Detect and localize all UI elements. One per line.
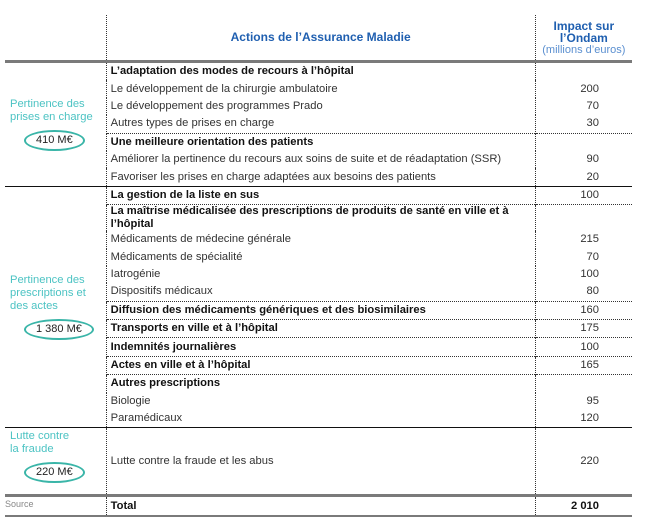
row-action: Une meilleure orientation des patients: [106, 133, 535, 151]
row-value: 120: [535, 410, 632, 428]
header-actions: Actions de l’Assurance Maladie: [106, 15, 535, 62]
row-value: 165: [535, 356, 632, 374]
row-action: Médicaments de médecine générale: [106, 231, 535, 248]
row-action: Iatrogénie: [106, 266, 535, 283]
row-action: Autres prescriptions: [106, 375, 535, 393]
row-value: 100: [535, 338, 632, 356]
row-action: Autres types de prises en charge: [106, 115, 535, 133]
row-value: 160: [535, 301, 632, 319]
row-action: Indemnités journalières: [106, 338, 535, 356]
header-impact-title: Impact sur l’Ondam: [553, 18, 615, 45]
total-value: 2 010: [535, 496, 632, 517]
row-value: 175: [535, 320, 632, 338]
group-total-badge: 220 M€: [24, 462, 85, 483]
group-label: [5, 62, 106, 187]
row-value: 100: [535, 266, 632, 283]
group-label: [5, 186, 106, 428]
row-action: La gestion de la liste en sus: [106, 186, 535, 204]
row-action: Améliorer la pertinence du recours aux soins de suite et de réadaptation (SSR): [106, 151, 535, 168]
group-total-badge: 1 380 M€: [24, 319, 94, 340]
header-impact-unit: (millions d’euros): [542, 43, 626, 56]
row-action: Diffusion des médicaments génériques et des biosimilaires: [106, 301, 535, 319]
row-value: 90: [535, 151, 632, 168]
group-total-badge: 410 M€: [24, 130, 85, 151]
row-action: Médicaments de spécialité: [106, 249, 535, 266]
row-action: Paramédicaux: [106, 410, 535, 428]
row-action: Favoriser les prises en charge adaptées aux besoins des patients: [106, 168, 535, 186]
row-value: [535, 62, 632, 81]
group-title: Pertinence des prescriptions et des actes: [10, 274, 86, 313]
total-label: Total: [106, 496, 535, 517]
row-value: 30: [535, 115, 632, 133]
row-value: 100: [535, 186, 632, 204]
row-value: 95: [535, 393, 632, 410]
header-impact: [535, 15, 632, 62]
row-value: 70: [535, 249, 632, 266]
group-label: [5, 428, 106, 496]
row-action: Transports en ville et à l’hôpital: [106, 320, 535, 338]
group-title: Lutte contre la fraude: [10, 430, 70, 456]
row-value: 215: [535, 231, 632, 248]
row-value: [535, 133, 632, 151]
row-value: 20: [535, 168, 632, 186]
ondam-actions-table: [5, 15, 632, 517]
row-action: Dispositifs médicaux: [106, 283, 535, 301]
row-value: [535, 375, 632, 393]
row-action: Le développement des programmes Prado: [106, 98, 535, 115]
row-action: Lutte contre la fraude et les abus: [106, 428, 535, 496]
row-value: 200: [535, 80, 632, 97]
footnote: Source: [5, 499, 34, 509]
row-value: 220: [535, 428, 632, 496]
row-value: [535, 205, 632, 232]
header-blank: [5, 15, 106, 62]
row-action: Actes en ville et à l’hôpital: [106, 356, 535, 374]
row-value: 80: [535, 283, 632, 301]
group-title: Pertinence des prises en charge: [10, 97, 93, 123]
row-action: Le développement de la chirurgie ambulatoire: [106, 80, 535, 97]
row-value: 70: [535, 98, 632, 115]
row-action: Biologie: [106, 393, 535, 410]
row-action: L’adaptation des modes de recours à l’hôpital: [106, 62, 535, 81]
row-action: La maîtrise médicalisée des prescriptions de produits de santé en ville et à l’hôpital: [106, 205, 535, 232]
